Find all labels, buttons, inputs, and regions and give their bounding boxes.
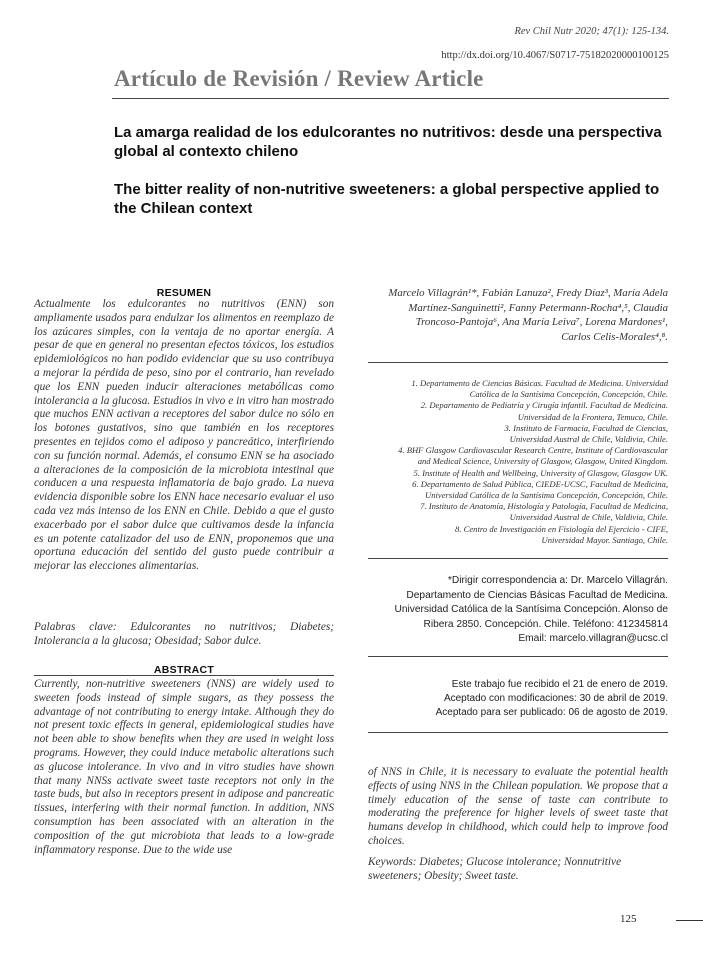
affiliations-list <box>368 378 668 546</box>
affiliation-line: 8. Centro de Investigación en Fisiología del Ejercicio - CIFE, <box>455 523 668 534</box>
affiliation-line: 1. Departamento de Ciencias Básicas. Facultad de Medicina. Universidad <box>411 378 668 388</box>
correspondence-email[interactable]: Email: marcelo.villagran@ucsc.cl <box>518 633 668 644</box>
dates-divider <box>368 732 668 733</box>
correspondence-line: Ribera 2850. Concepción. Chile. Teléfono: 412345814 <box>423 618 668 630</box>
keywords-english: Keywords: Diabetes; Glucose intolerance; Nonnutritive sweeteners; Obesity; Sweet taste. <box>368 856 622 882</box>
date-accepted: Aceptado para ser publicado: 06 de agosto de 2019. <box>435 707 668 718</box>
author-line: Troncoso-Pantoja⁶, Ana María Leiva⁷, Lorena Mardones¹, <box>415 316 668 328</box>
correspondence-line: *Dirigir correspondencia a: Dr. Marcelo Villagrán. <box>447 575 668 586</box>
affiliation-line: 7. Instituto de Anatomía, Histología y Patología, Facultad de Medicina, <box>420 501 668 512</box>
date-revised: Aceptado con modificaciones: 30 de abril de 2019. <box>443 693 668 704</box>
affiliation-line: 5. Institute of Health and Wellbeing, University of Glasgow, Glasgow UK. <box>413 467 668 478</box>
affiliation-line: and Medical Science, University of Glasgow, Glasgow, United Kingdom. <box>417 456 668 467</box>
correspondence-divider <box>368 656 668 657</box>
resumen-heading: RESUMEN <box>156 287 212 299</box>
keywords-spanish: Palabras clave: Edulcorantes no nutritivos; Diabetes; Intolerancia a la glucosa; Obesidad; Sabor dulce. <box>34 621 334 647</box>
title-spanish: La amarga realidad de los edulcorantes no nutritivos: desde una perspectiva global al contexto chileno <box>114 124 662 160</box>
author-list <box>368 286 668 344</box>
affiliation-line: Universidad Mayor. Santiago, Chile. <box>541 534 668 545</box>
affiliations-divider <box>368 558 668 559</box>
submission-dates <box>368 678 668 720</box>
author-line: Carlos Celis-Morales⁴,⁸. <box>561 330 668 343</box>
affiliation-line: 2. Departamento de Pediatría y Cirugía infantil. Facultad de Medicina. <box>420 400 668 411</box>
correspondence-line: Universidad Católica de la Santísima Concepción. Alonso de <box>394 604 668 615</box>
affiliation-line: Universidad Austral de Chile, Valdivia, Chile. <box>509 434 668 445</box>
affiliation-line: 6. Departamento de Salud Pública, CIEDE-UCSC, Facultad de Medicina, <box>412 478 668 489</box>
page-number-rule <box>676 920 703 921</box>
header-divider <box>112 98 669 99</box>
affiliation-line: Universidad Austral de Chile, Valdivia, Chile. <box>509 512 668 523</box>
affiliation-line: 3. Instituto de Farmacia, Facultad de Ciencias, <box>504 422 668 433</box>
abstract-divider <box>34 675 334 676</box>
affiliation-line: Universidad de la Frontera, Temuco, Chile. <box>517 411 668 422</box>
title-english: The bitter reality of non-nutritive sweeteners: a global perspective applied to the Chilean context <box>114 181 660 217</box>
page-number: 125 <box>620 913 637 925</box>
doi-link[interactable]: http://dx.doi.org/10.4067/S0717-75182020000100125 <box>441 50 669 61</box>
author-line: Marcelo Villagrán¹*, Fabián Lanuza², Fredy Díaz³, María Adela <box>388 287 668 299</box>
article-type-heading: Artículo de Revisión / Review Article <box>114 66 484 91</box>
affiliation-line: Universidad Católica de la Santísima Concepción, Concepción, Chile. <box>425 490 668 501</box>
correspondence-block <box>368 574 668 647</box>
date-received: Este trabajo fue recibido el 21 de enero de 2019. <box>451 679 668 690</box>
authors-divider <box>368 362 668 363</box>
correspondence-line: Departamento de Ciencias Básicas Facultad de Medicina. <box>406 589 668 601</box>
author-line: Martínez-Sanguinetti², Fanny Petermann-Rocha⁴,⁵, Claudia <box>408 301 668 314</box>
affiliation-line: Católica de la Santísima Concepción, Concepción, Chile. <box>469 389 668 400</box>
resumen-text: Actualmente los edulcorantes no nutritivos (ENN) son ampliamente usados para endulzar los alimentos en reemplazo de los azúcares simples, con la ventaja de no aportar energía. A pesar de que en general no presentan efectos tóxicos, los estudios epidemiológicos no han podido evidenciar que su uso contribuya a mejorar la pérdida de peso, sino por el contrario, han revelado que los ENN pueden inducir alteraciones metabólicas como intolerancia a la glucosa. Estudios in vivo e in vitro han mostrado que muchos ENN activan a receptores del sabor dulce no sólo en los botones gustativos, sino que también en los receptores presentes en tejidos como el adiposo y pancreático, interfiriendo con su función normal. Además, el consumo ENN se ha asociado a alteraciones de la composición de la microbiota intestinal que conducen a una respuesta inflamatoria de bajo grado. La nueva evidencia disponible sobre los ENN hace necesario evaluar el uso cada vez más intenso de los ENN en Chile. Debido a que el gusto exacerbado por el sabor dulce que cultivamos desde la infancia es un potente catalizador del uso de ENN, proponemos que una oportuna educación del sentido del gusto puede contribuir a mejorar las elecciones alimentarias. <box>34 298 334 573</box>
abstract-text-part1: Currently, non-nutritive sweeteners (NNS) are widely used to sweeten foods instead of simple sugars, as they possess the advantage of not contributing to energy intake. Although they do not present toxic effects in general, epidemiological studies have not been able to show benefits when they are used in weight loss programs. However, they could induce metabolic alterations such as glucose intolerance. In vivo and in vitro studies have shown that many NNSs activate sweet taste receptors not only in the taste buds, but also in receptors present in adipose and pancreatic tissues, interfering with their normal function. In addition, NNS consumption has been associated with an alteration in the composition of the gut microbiota that leads to a low-grade inflammatory response. Due to the wide use <box>34 678 334 856</box>
abstract-text-part2: of NNS in Chile, it is necessary to evaluate the potential health effects of using NNS in the Chilean population. We propose that a timely education of the sense of taste can contribute to moderating the preference for higher levels of sweet taste that humans develop in childhood, which could help to improve food choices. <box>368 766 668 847</box>
journal-citation: Rev Chil Nutr 2020; 47(1): 125-134. <box>514 26 669 37</box>
affiliation-line: 4. BHF Glasgow Cardiovascular Research Centre, Institute of Cardiovascular <box>398 445 668 456</box>
abstract-heading: ABSTRACT <box>153 664 215 676</box>
